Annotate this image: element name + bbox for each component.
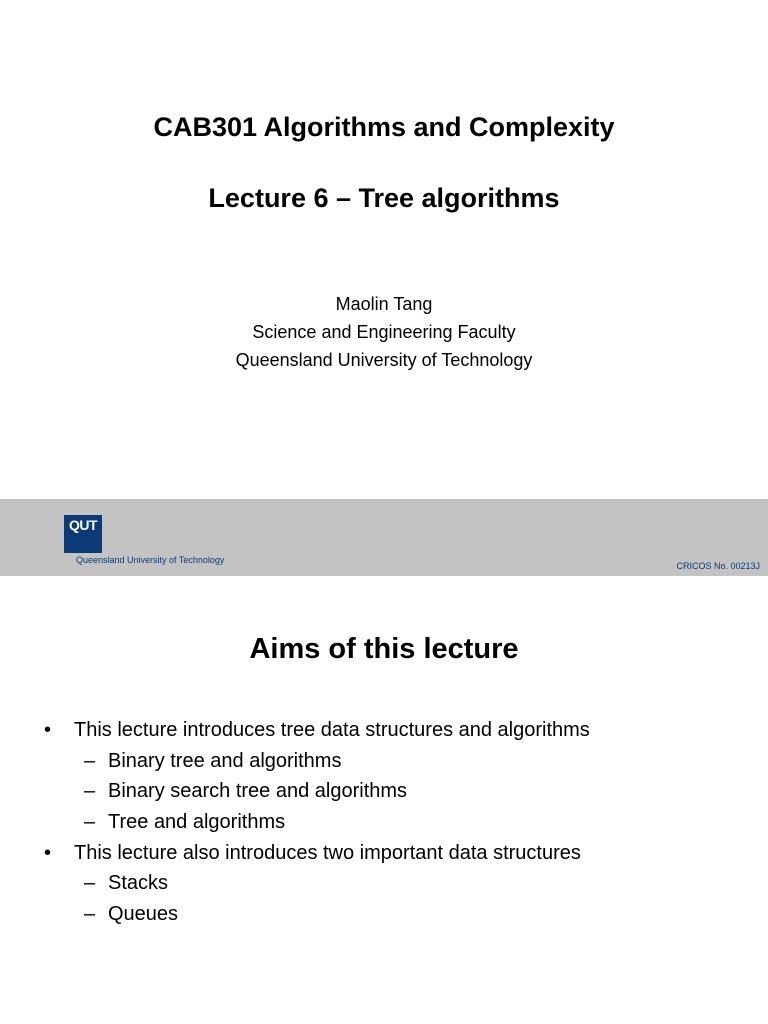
bullet-marker: • xyxy=(44,841,52,864)
sub-bullet-item xyxy=(0,777,768,808)
dash-marker: – xyxy=(84,903,96,926)
qut-logo-caption: Queensland University of Technology xyxy=(76,555,225,565)
faculty-name: Science and Engineering Faculty xyxy=(252,322,516,342)
author-block xyxy=(0,290,768,374)
bullet-list xyxy=(0,716,768,931)
dash-marker: – xyxy=(84,780,96,803)
sub-bullet-text: Binary tree and algorithms xyxy=(108,749,342,772)
sub-bullet-text: Stacks xyxy=(108,872,169,895)
aims-title: Aims of this lecture xyxy=(249,633,519,665)
sub-bullet-text: Binary search tree and algorithms xyxy=(108,780,408,803)
cricos-number: CRICOS No. 00213J xyxy=(676,561,760,571)
sub-bullet-text: Queues xyxy=(108,903,179,926)
dash-marker: – xyxy=(84,749,96,772)
sub-bullet-item xyxy=(0,869,768,900)
sub-bullet-item xyxy=(0,900,768,931)
author-name: Maolin Tang xyxy=(335,294,433,314)
dash-marker: – xyxy=(84,811,96,834)
qut-logo-text: QUT xyxy=(68,517,98,533)
aims-slide xyxy=(0,576,768,1024)
bullet-text: This lecture introduces tree data structures and algorithms xyxy=(74,719,590,741)
sub-bullet-item xyxy=(0,808,768,839)
qut-logo xyxy=(64,515,102,553)
lecture-title: Lecture 6 – Tree algorithms xyxy=(208,183,560,213)
footer-band xyxy=(0,499,768,576)
course-title: CAB301 Algorithms and Complexity xyxy=(153,112,615,142)
sub-bullet-item xyxy=(0,747,768,778)
sub-bullet-text: Tree and algorithms xyxy=(108,811,286,834)
bullet-item xyxy=(0,716,768,747)
dash-marker: – xyxy=(84,872,96,895)
bullet-marker: • xyxy=(44,719,52,741)
bullet-item xyxy=(0,839,768,870)
bullet-text: This lecture also introduces two important data structures xyxy=(74,841,581,864)
university-name: Queensland University of Technology xyxy=(235,350,533,370)
